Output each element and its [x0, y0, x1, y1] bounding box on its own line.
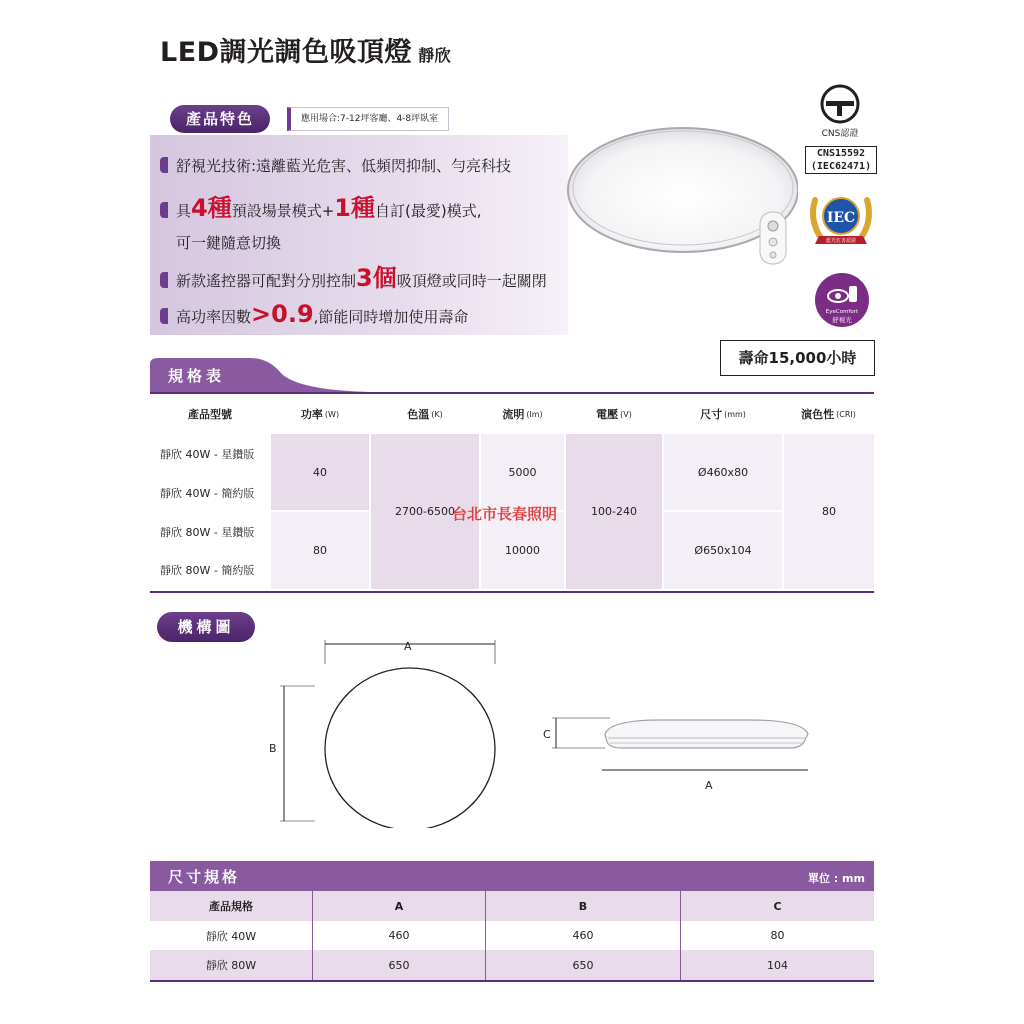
col-header-model: 產品型號 — [188, 408, 232, 421]
size-row-1-c: 80 — [770, 929, 785, 942]
iec-ribbon-text: 藍光危害認證 — [825, 238, 857, 244]
feature-bullet-2-line2: 可一鍵隨意切換 — [176, 234, 282, 252]
size-header-c: C — [681, 891, 874, 921]
feature-text-2b: 預設場景模式+ — [231, 202, 335, 220]
lumen-unit: (lm) — [526, 409, 543, 419]
voltage-label: 電壓 — [596, 408, 619, 421]
feature-text-3a: 新款遙控器可配對分別控制 — [176, 272, 357, 290]
lifetime-badge: 壽命15,000小時 — [720, 340, 875, 376]
col-header-lumen — [480, 394, 565, 434]
features-header: 產品特色 — [170, 105, 270, 133]
feature-bullet-1 — [160, 155, 511, 176]
highlight-1-mode: 1種 — [334, 194, 375, 222]
cns-line-2: (IEC62471) — [810, 161, 872, 172]
feature-bullet-3 — [160, 258, 547, 293]
power-40: 40 — [271, 434, 369, 512]
highlight-power-factor: >0.9 — [251, 300, 314, 328]
size-row-2-b: 650 — [486, 950, 680, 980]
lumen-label: 流明 — [502, 408, 525, 421]
ceiling-lamp-image — [548, 120, 798, 270]
feature-bullet-2 — [160, 188, 481, 223]
feature-text-2a: 具 — [176, 202, 192, 220]
size-row-2-a: 650 — [313, 950, 485, 980]
power-unit: (W) — [324, 409, 340, 419]
feature-text-4b: ,節能同時增加使用壽命 — [313, 308, 469, 326]
highlight-3-lamps: 3個 — [356, 264, 397, 292]
label-c: C — [543, 728, 551, 741]
eyecomfort-label: 舒視光 — [832, 316, 852, 324]
lamp-outline-circle — [325, 668, 495, 828]
lamp-side-profile — [605, 720, 808, 748]
size-header-a: A — [313, 891, 485, 921]
iec-text: IEC — [826, 210, 856, 226]
feature-text-2c: 自訂(最愛)模式, — [375, 202, 482, 220]
size-row-1-a: 460 — [388, 929, 410, 942]
size-40: Ø460x80 — [664, 434, 782, 512]
top-view-diagram — [270, 638, 500, 828]
label-a-top: A — [404, 640, 412, 653]
model-row-2: 靜欣 40W - 簡約版 — [160, 486, 255, 500]
cri-value: 80 — [784, 434, 874, 589]
cns-certification-icon — [818, 82, 862, 126]
cct-unit: (K) — [431, 409, 443, 419]
page-title — [160, 30, 451, 69]
size-table-unit: 單位 : mm — [808, 872, 865, 885]
side-view-diagram — [550, 712, 815, 776]
power-label: 功率 — [300, 408, 323, 421]
col-header-size — [663, 394, 783, 434]
size-table-title: 尺寸規格 — [168, 868, 241, 886]
cri-unit: (CRI) — [836, 409, 856, 419]
eyecomfort-brand: EyeComfort — [825, 309, 859, 315]
feature-text-4a: 高功率因數 — [176, 308, 252, 326]
lumen-40: 5000 — [481, 434, 564, 512]
remote-control-image — [760, 212, 786, 264]
size-row-2-c: 104 — [681, 950, 874, 980]
power-80: 80 — [271, 512, 369, 589]
lumen-80: 10000 — [481, 512, 564, 589]
cct-value: 2700-6500 — [371, 434, 479, 589]
cct-label: 色溫 — [407, 408, 430, 421]
size-table — [150, 891, 874, 982]
eyecomfort-badge — [814, 272, 870, 328]
col-header-voltage — [565, 394, 663, 434]
feature-bullet-4 — [160, 300, 468, 328]
voltage-unit: (V) — [620, 409, 632, 419]
voltage-value: 100-240 — [566, 434, 662, 589]
feature-text-3b: 吸頂燈或同時一起關閉 — [396, 272, 547, 290]
watermark: 台北市長春照明 — [452, 505, 558, 523]
cri-label: 演色性 — [801, 408, 835, 421]
title-main: LED調光調色吸頂燈 — [160, 37, 413, 68]
col-header-cct — [370, 394, 480, 434]
cns-line-1: CNS15592 — [816, 148, 866, 159]
highlight-4-modes: 4種 — [191, 194, 232, 222]
size-unit: (mm) — [724, 409, 746, 419]
usage-note: 應用場合:7-12坪客廳、4-8坪臥室 — [287, 107, 449, 131]
size-row-1-spec: 靜欣 40W — [205, 929, 257, 943]
size-header-b: B — [486, 891, 680, 921]
size-80: Ø650x104 — [664, 512, 782, 589]
spec-section-title: 規格表 — [168, 367, 226, 385]
size-divider-2 — [485, 891, 486, 980]
spec-table — [150, 392, 874, 593]
cns-label: CNS認證 — [821, 129, 859, 139]
model-row-3: 靜欣 80W - 星鑽版 — [160, 525, 255, 539]
size-divider-3 — [680, 891, 681, 980]
size-divider-1 — [312, 891, 313, 980]
label-a-side: A — [705, 779, 713, 792]
model-row-4: 靜欣 80W - 簡約版 — [160, 564, 255, 577]
size-table-header-bar — [150, 861, 874, 891]
feature-text-1: 舒視光技術:遠離藍光危害、低頻閃抑制、勻亮科技 — [176, 157, 512, 175]
col-header-cri — [783, 394, 874, 434]
iec-award-badge — [805, 190, 877, 256]
label-b: B — [269, 742, 277, 755]
size-row-1-b: 460 — [572, 929, 594, 942]
mechanism-section-title: 機構圖 — [157, 612, 255, 642]
model-row-1: 靜欣 40W - 星鑽版 — [160, 447, 255, 461]
cns-standard-box — [805, 146, 877, 174]
col-header-power — [270, 394, 370, 434]
size-label: 尺寸 — [700, 408, 723, 421]
title-sub: 靜欣 — [418, 46, 452, 65]
size-header-spec: 產品規格 — [150, 891, 312, 921]
size-row-2-spec: 靜欣 80W — [150, 950, 312, 980]
